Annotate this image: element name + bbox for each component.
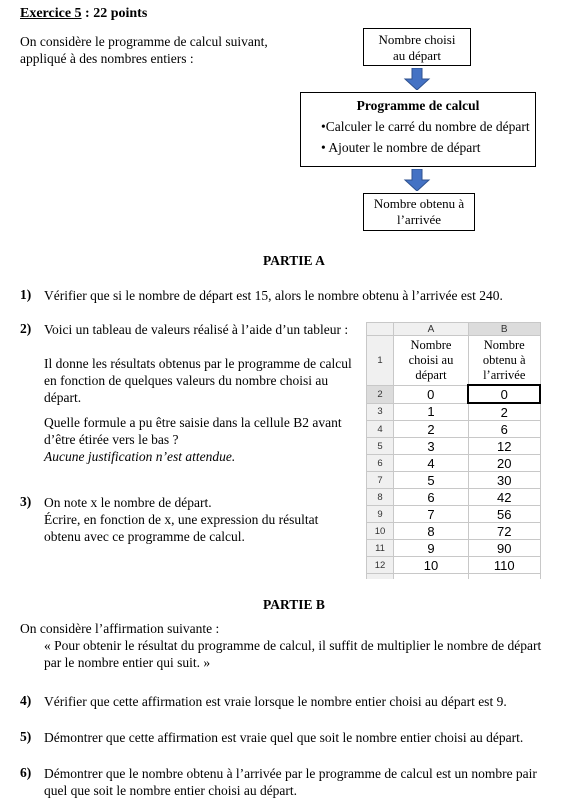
- cell-a[interactable]: 5: [394, 472, 469, 489]
- q3-number: 3): [20, 494, 32, 509]
- row-header[interactable]: 7: [367, 472, 394, 489]
- row-header[interactable]: 3: [367, 403, 394, 421]
- header-b-line-3: l’arrivée: [483, 367, 526, 382]
- header-a-line-2: choisi au: [408, 352, 454, 367]
- cell-b[interactable]: 12: [468, 438, 540, 455]
- cell-b[interactable]: 56: [468, 506, 540, 523]
- header-a-line-1: Nombre: [410, 337, 452, 352]
- cell-b1[interactable]: [468, 336, 540, 386]
- quote-line-1: « Pour obtenir le résultat du programme de calcul, il suffit de multiplier le nombre de départ: [44, 638, 542, 653]
- row-header[interactable]: 10: [367, 523, 394, 540]
- row-header[interactable]: 12: [367, 557, 394, 574]
- q2-line-7: Aucune justification n’est attendue.: [44, 449, 236, 464]
- q2-line-4: départ.: [44, 390, 82, 405]
- part-a-title: PARTIE A: [263, 253, 325, 268]
- start-line-2: au départ: [392, 48, 441, 63]
- row-header[interactable]: 11: [367, 540, 394, 557]
- exercise-label: Exercice 5: [20, 6, 82, 21]
- cell-b[interactable]: 30: [468, 472, 540, 489]
- cell-a[interactable]: 9: [394, 540, 469, 557]
- start-box: [363, 28, 471, 66]
- start-line-1: Nombre choisi: [378, 32, 456, 47]
- cell-a[interactable]: 8: [394, 523, 469, 540]
- cell-partial: [468, 574, 540, 580]
- end-line-1: Nombre obtenu à: [373, 196, 465, 211]
- q2-number: 2): [20, 321, 32, 336]
- spreadsheet-table: [366, 322, 541, 579]
- cell-a[interactable]: 10: [394, 557, 469, 574]
- intro-line-2: appliqué à des nombres entiers :: [20, 51, 194, 66]
- cell-a[interactable]: 6: [394, 489, 469, 506]
- corner-cell: [367, 323, 394, 336]
- exercise-points: : 22 points: [81, 6, 148, 21]
- column-header-b[interactable]: B: [468, 323, 540, 336]
- intro-text: [20, 33, 268, 67]
- header-b-line-1: Nombre: [483, 337, 525, 352]
- program-step-2: • Ajouter le nombre de départ: [321, 140, 481, 155]
- cell-b[interactable]: 20: [468, 455, 540, 472]
- q4-number: 4): [20, 693, 32, 708]
- part-b-intro: On considère l’affirmation suivante :: [20, 621, 220, 636]
- q3-text: [44, 494, 318, 545]
- q4-text: Vérifier que cette affirmation est vraie lorsque le nombre entier choisi au départ est 9.: [44, 694, 507, 709]
- part-b-title: PARTIE B: [263, 597, 325, 612]
- q6-line-1: Démontrer que le nombre obtenu à l’arrivée par le programme de calcul est un nombre pair: [44, 766, 537, 781]
- quote-line-2: par le nombre entier qui suit. »: [44, 655, 211, 670]
- row-header[interactable]: 6: [367, 455, 394, 472]
- q2-line-6: d’être étirée vers le bas ?: [44, 432, 179, 447]
- q2-line-5: Quelle formule a pu être saisie dans la cellule B2 avant: [44, 415, 342, 430]
- q1-text: Vérifier que si le nombre de départ est 15, alors le nombre obtenu à l’arrivée est 240.: [44, 288, 503, 303]
- q2-paragraph-2: [44, 414, 342, 465]
- cell-a[interactable]: 4: [394, 455, 469, 472]
- q3-line-3: obtenu avec ce programme de calcul.: [44, 529, 245, 544]
- cell-a[interactable]: 7: [394, 506, 469, 523]
- row-header[interactable]: 9: [367, 506, 394, 523]
- intro-line-1: On considère le programme de calcul suivant,: [20, 34, 268, 49]
- cell-b[interactable]: 2: [468, 403, 540, 421]
- q2-line-3: en fonction de quelques valeurs du nombre choisi au: [44, 373, 329, 388]
- row-header[interactable]: 5: [367, 438, 394, 455]
- cell-a1[interactable]: [394, 336, 469, 386]
- column-header-a[interactable]: A: [394, 323, 469, 336]
- row-header[interactable]: 2: [367, 385, 394, 403]
- header-b-line-2: obtenu à: [482, 352, 526, 367]
- header-a-line-3: départ: [415, 367, 447, 382]
- q2-paragraph-1: [44, 355, 352, 406]
- row-header[interactable]: 1: [367, 336, 394, 386]
- cell-a[interactable]: 1: [394, 403, 469, 421]
- q6-number: 6): [20, 765, 32, 780]
- arrow-down-icon: [402, 68, 432, 90]
- part-b-quote: [44, 637, 541, 671]
- end-line-2: l’arrivée: [396, 212, 442, 227]
- q3-line-1: On note x le nombre de départ.: [44, 495, 212, 510]
- row-header-partial: [367, 574, 394, 580]
- cell-a[interactable]: 2: [394, 421, 469, 438]
- cell-b2-active[interactable]: 0: [468, 385, 540, 403]
- cell-b[interactable]: 90: [468, 540, 540, 557]
- row-header[interactable]: 4: [367, 421, 394, 438]
- cell-b[interactable]: 6: [468, 421, 540, 438]
- cell-b[interactable]: 42: [468, 489, 540, 506]
- q6-line-2: quel que soit le nombre entier choisi au départ.: [44, 783, 298, 798]
- q3-line-2: Écrire, en fonction de x, une expression du résultat: [44, 512, 319, 527]
- q2-line-1: Voici un tableau de valeurs réalisé à l’aide d’un tableur :: [44, 322, 349, 337]
- q2-line-2: Il donne les résultats obtenus par le programme de calcul: [44, 356, 352, 371]
- cell-partial: [394, 574, 469, 580]
- end-box: [363, 193, 475, 231]
- cell-b[interactable]: 110: [468, 557, 540, 574]
- cell-a[interactable]: 3: [394, 438, 469, 455]
- q1-number: 1): [20, 287, 32, 302]
- arrow-down-icon: [402, 169, 432, 191]
- q6-text: [44, 765, 537, 799]
- cell-a2[interactable]: 0: [394, 385, 469, 403]
- program-step-1: •Calculer le carré du nombre de départ: [321, 119, 530, 134]
- q5-text: Démontrer que cette affirmation est vraie quel que soit le nombre entier choisi au départ.: [44, 730, 524, 745]
- cell-b[interactable]: 72: [468, 523, 540, 540]
- row-header[interactable]: 8: [367, 489, 394, 506]
- exercise-title: [20, 6, 147, 22]
- program-box: [300, 92, 536, 167]
- program-title: Programme de calcul: [356, 98, 480, 113]
- q5-number: 5): [20, 729, 32, 744]
